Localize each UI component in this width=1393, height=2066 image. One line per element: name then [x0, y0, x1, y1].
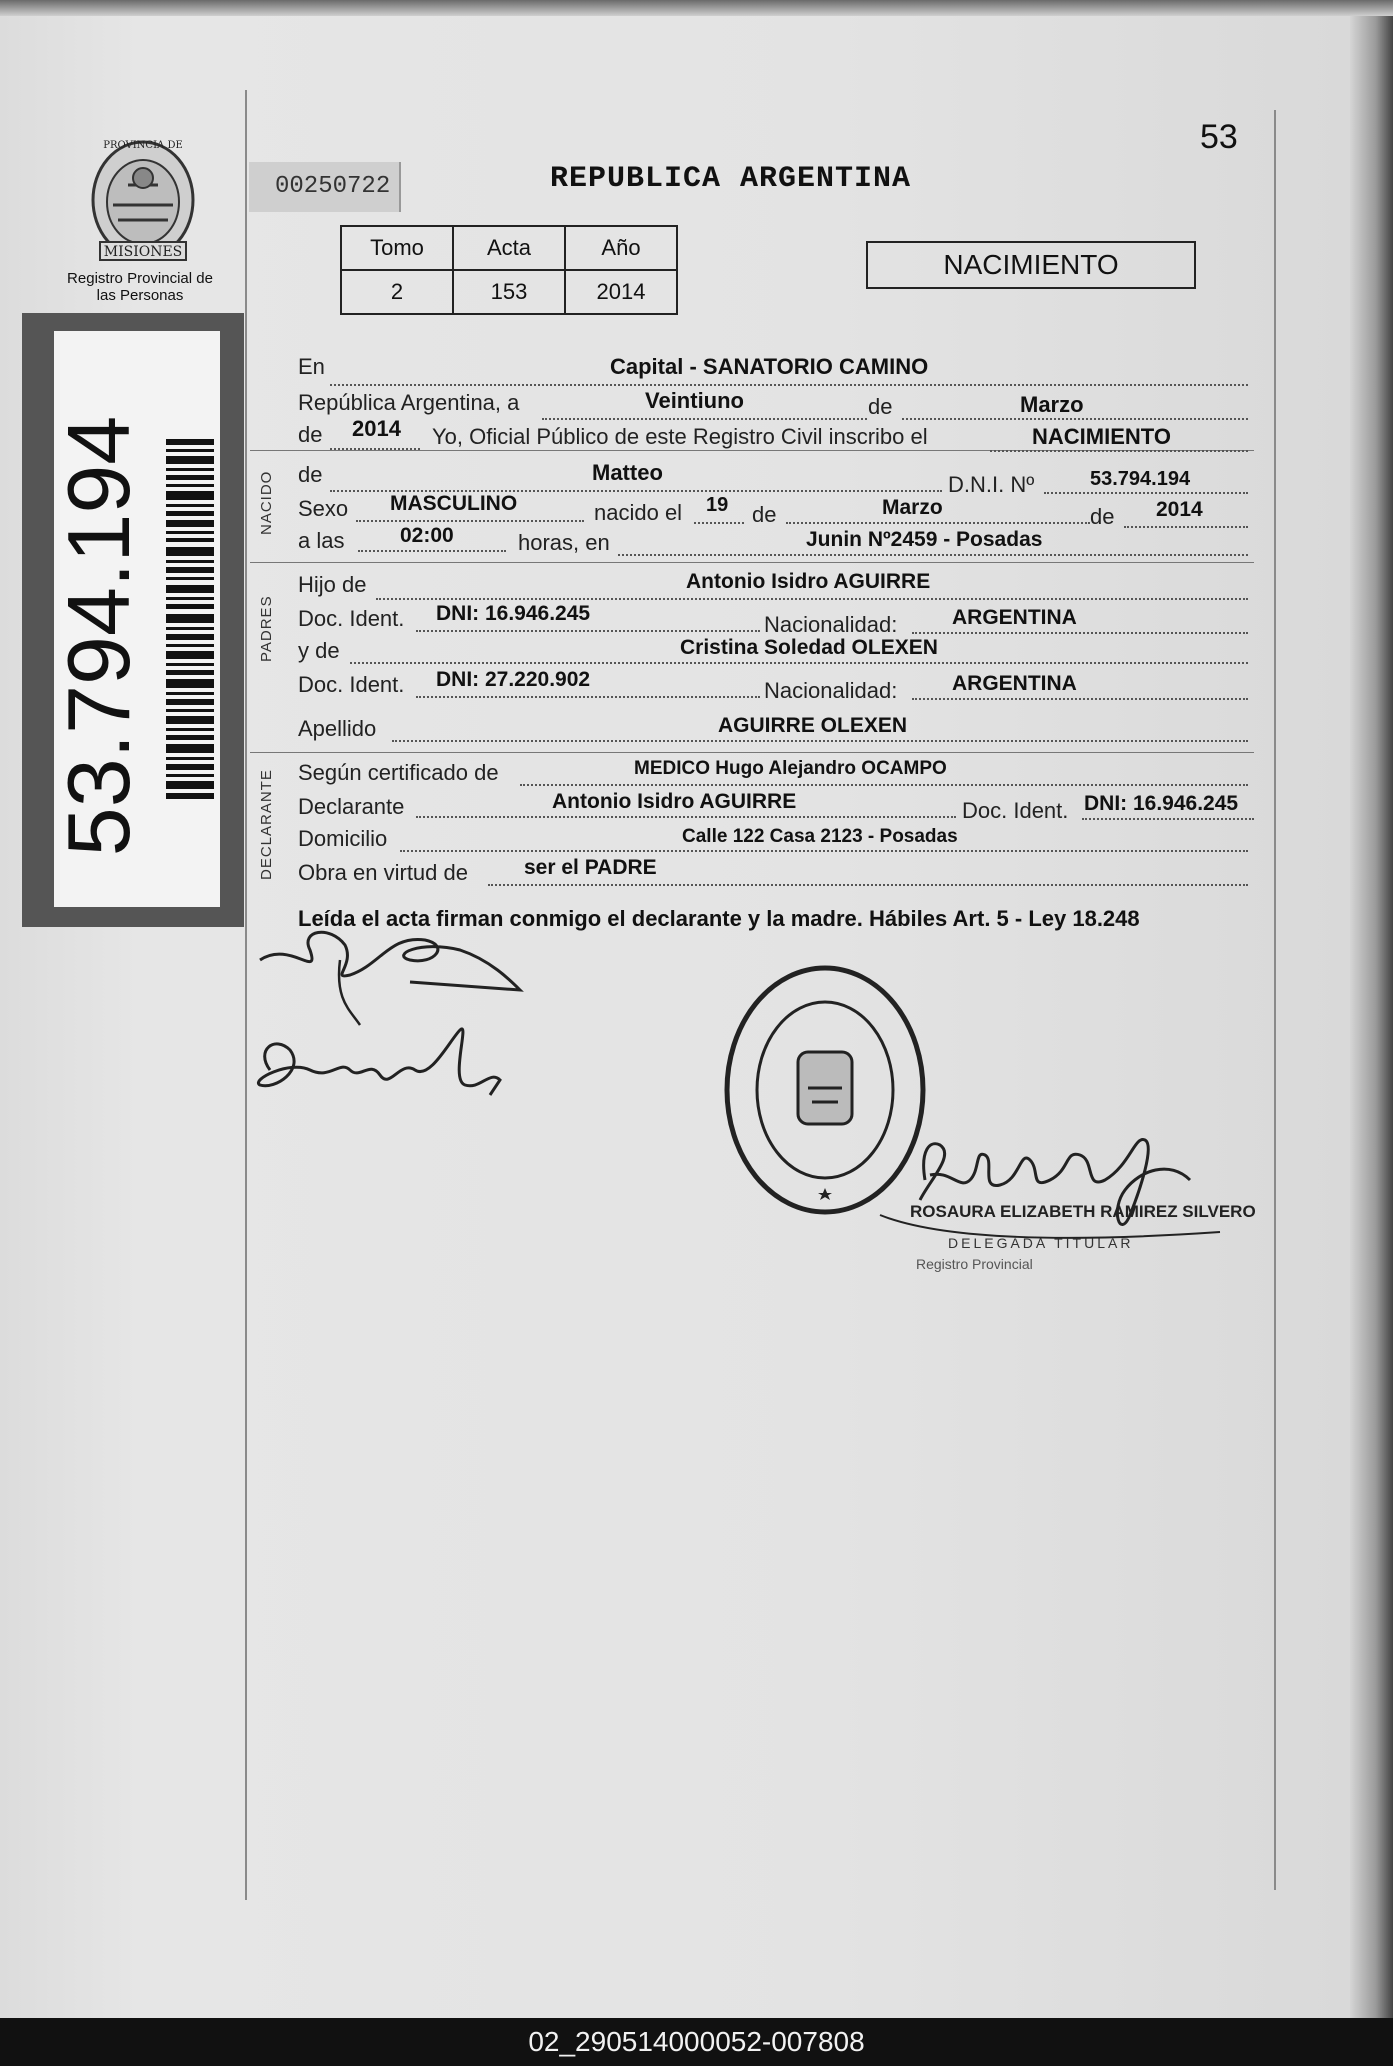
value-nombre: Matteo: [592, 460, 663, 485]
label-de: de: [868, 394, 893, 419]
page-number: 53: [1200, 118, 1238, 156]
fill-line: [1124, 526, 1248, 528]
value-padre: Antonio Isidro AGUIRRE: [686, 570, 931, 593]
label-dni: D.N.I. Nº: [948, 472, 1035, 497]
section-divider: [250, 752, 1254, 753]
fill-line: [990, 450, 1248, 452]
value-dni-nacido: 53.794.194: [1090, 468, 1191, 490]
label-declarante: Declarante: [298, 794, 405, 819]
label-horas-en: horas, en: [518, 530, 610, 555]
fill-line: [488, 884, 1248, 886]
fill-line: [902, 418, 1248, 420]
acta-value: 153: [453, 270, 565, 314]
file-identifier: 02_290514000052-007808: [0, 2018, 1393, 2066]
label-de-anio: de: [298, 422, 323, 447]
value-nacionalidad-padre: ARGENTINA: [952, 606, 1077, 629]
value-domicilio: Calle 122 Casa 2123 - Posadas: [682, 826, 958, 847]
value-dia: Veintiuno: [645, 388, 744, 413]
label-en: En: [298, 354, 325, 379]
registrar-office: Registro Provincial: [916, 1256, 1033, 1272]
label-de-nombre: de: [298, 462, 323, 487]
label-hijo-de: Hijo de: [298, 572, 367, 597]
label-nacionalidad-padre: Nacionalidad:: [764, 612, 898, 637]
label-a-las: a las: [298, 528, 345, 553]
fill-line: [330, 384, 1248, 386]
section-label-padres: PADRES: [258, 595, 275, 662]
label-domicilio: Domicilio: [298, 826, 388, 851]
label-de-anio-nacimiento: de: [1090, 504, 1115, 529]
fill-line: [912, 632, 1248, 634]
registrar-title: DELEGADA TITULAR: [948, 1235, 1134, 1251]
label-obra-en-virtud: Obra en virtud de: [298, 860, 468, 885]
label-nacionalidad-madre: Nacionalidad:: [764, 678, 898, 703]
fill-line: [358, 550, 506, 552]
value-mes-nacimiento: Marzo: [882, 496, 943, 519]
barcode-icon: [166, 439, 214, 799]
tomo-value: 2: [341, 270, 453, 314]
page-right-edge: [1350, 16, 1393, 2018]
label-oficial: Yo, Oficial Público de este Registro Civil inscribo el: [432, 424, 928, 449]
signature-declarante-icon: [250, 920, 540, 1120]
value-doc-declarante: DNI: 16.946.245: [1084, 792, 1239, 815]
fill-line: [376, 598, 1248, 600]
value-lugar-nacimiento: Junin Nº2459 - Posadas: [806, 528, 1043, 551]
fill-line: [400, 850, 1248, 852]
fill-line: [416, 816, 956, 818]
registrar-name: ROSAURA ELIZABETH RAMIREZ SILVERO: [910, 1202, 1256, 1221]
label-republica: República Argentina, a: [298, 390, 520, 415]
svg-text:MISIONES: MISIONES: [103, 244, 183, 260]
svg-text:PROVINCIA DE: PROVINCIA DE: [103, 140, 183, 151]
label-sexo: Sexo: [298, 496, 349, 521]
fill-line: [416, 696, 760, 698]
label-y-de: y de: [298, 638, 340, 663]
country-title: REPUBLICA ARGENTINA: [550, 162, 912, 196]
left-margin-line: [245, 90, 247, 1900]
tomo-acta-anio-table: [340, 225, 678, 315]
label-doc-ident-padre: Doc. Ident.: [298, 606, 405, 631]
value-lugar: Capital - SANATORIO CAMINO: [610, 354, 929, 379]
registry-name: Registro Provincial de las Personas: [67, 270, 213, 304]
record-type-box: NACIMIENTO: [866, 241, 1196, 289]
acta-header: Acta: [453, 226, 565, 270]
value-dia-nacimiento: 19: [706, 494, 729, 516]
dni-large-number: 53.794.194: [49, 415, 148, 857]
value-doc-madre: DNI: 27.220.902: [436, 668, 591, 691]
fill-line: [330, 448, 420, 450]
label-doc-ident-declarante: Doc. Ident.: [962, 798, 1069, 823]
serial-number: 00250722: [249, 162, 401, 212]
value-virtud: ser el PADRE: [524, 856, 657, 879]
value-hora: 02:00: [400, 524, 454, 547]
fill-line: [520, 784, 1248, 786]
label-apellido: Apellido: [298, 716, 377, 741]
anio-value: 2014: [565, 270, 677, 314]
value-mes: Marzo: [1020, 392, 1084, 417]
value-anio: 2014: [352, 416, 401, 441]
value-anio-nacimiento: 2014: [1156, 498, 1203, 521]
value-apellido: AGUIRRE OLEXEN: [718, 714, 908, 737]
provincial-coat-of-arms-icon: [78, 130, 208, 270]
fill-line: [786, 522, 1090, 524]
fill-line: [1082, 818, 1254, 820]
label-segun-certificado: Según certificado de: [298, 760, 499, 785]
label-doc-ident-madre: Doc. Ident.: [298, 672, 405, 697]
section-label-declarante: DECLARANTE: [258, 769, 275, 880]
value-inscripcion: NACIMIENTO: [1032, 424, 1171, 449]
value-nacionalidad-madre: ARGENTINA: [952, 672, 1077, 695]
section-divider: [250, 562, 1254, 563]
fill-line: [694, 522, 744, 524]
right-margin-line: [1274, 110, 1276, 1890]
anio-header: Año: [565, 226, 677, 270]
value-doc-padre: DNI: 16.946.245: [436, 602, 591, 625]
section-label-nacido: NACIDO: [258, 470, 275, 535]
fill-line: [1044, 492, 1248, 494]
value-declarante: Antonio Isidro AGUIRRE: [552, 790, 797, 813]
fill-line: [416, 630, 760, 632]
closing-statement: Leída el acta firman conmigo el declarante y la madre. Hábiles Art. 5 - Ley 18.248: [298, 906, 1140, 931]
value-certificado: MEDICO Hugo Alejandro OCAMPO: [634, 758, 947, 779]
fill-line: [542, 418, 867, 420]
tomo-header: Tomo: [341, 226, 453, 270]
label-de-mes: de: [752, 502, 777, 527]
fill-line: [912, 698, 1248, 700]
fill-line: [392, 740, 1248, 742]
value-madre: Cristina Soledad OLEXEN: [680, 636, 938, 659]
label-nacido-el: nacido el: [594, 500, 683, 525]
value-sexo: MASCULINO: [390, 492, 518, 515]
dni-strip-inner: [49, 331, 220, 907]
fill-line: [350, 662, 1248, 664]
dni-strip: [22, 313, 244, 927]
page-top-edge: [0, 0, 1393, 16]
fill-line: [618, 554, 1248, 556]
fill-line: [356, 520, 584, 522]
